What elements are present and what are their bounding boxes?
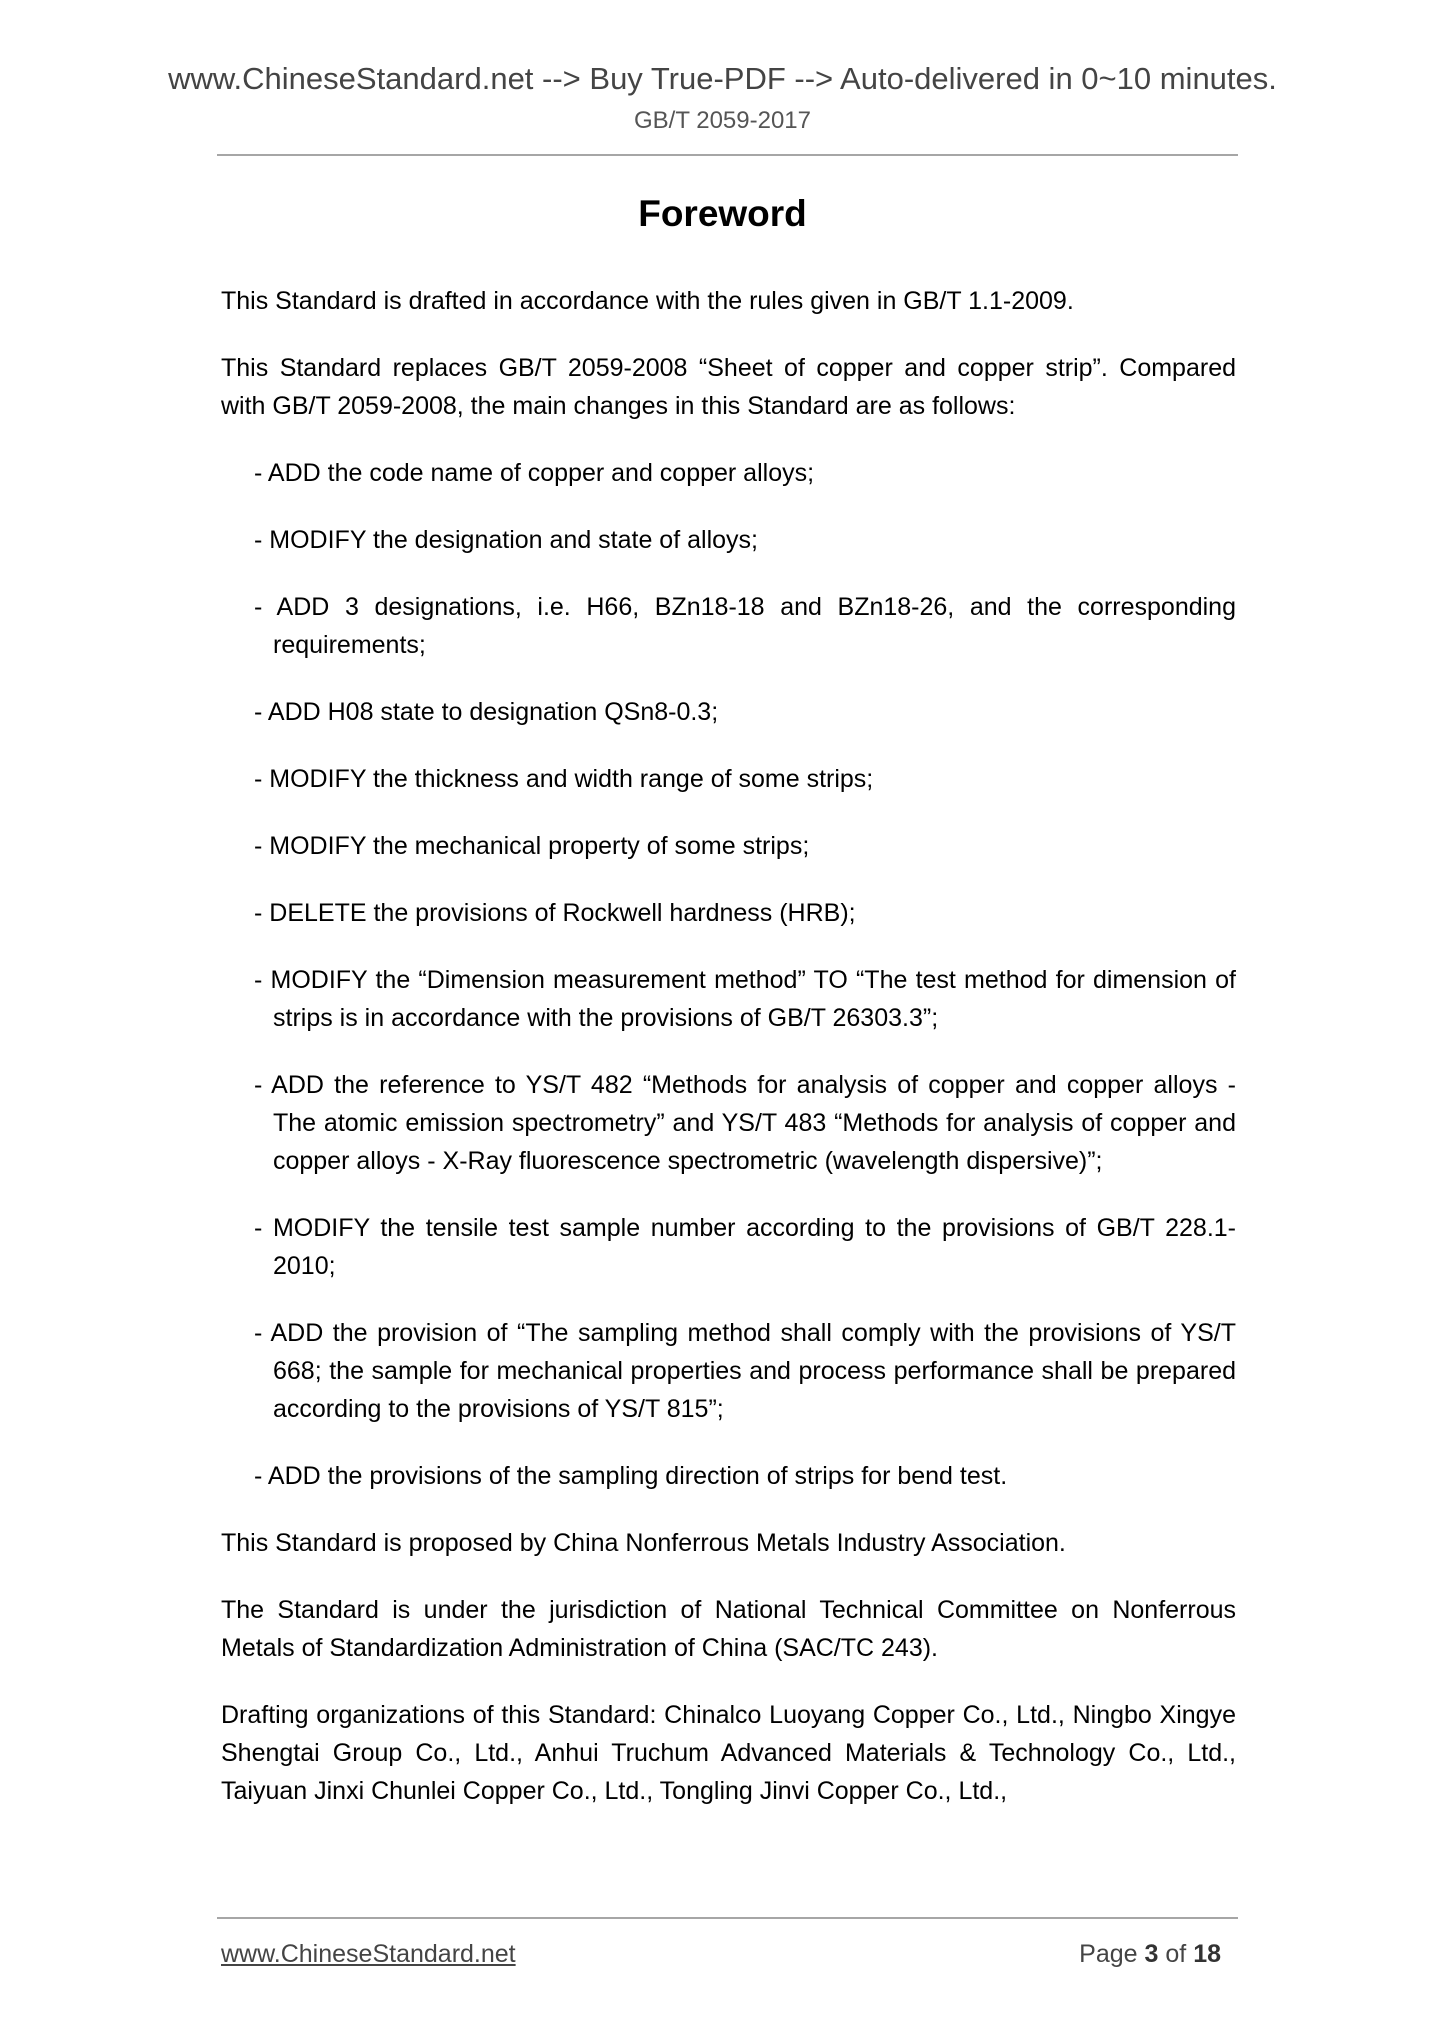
footer-divider (217, 1917, 1238, 1919)
list-item: - ADD the provision of “The sampling method shall comply with the provisions of YS/T 668; the sample for mechanical properties and process performance shall be prepared according to the provisions of YS/T 815”; (254, 1319, 1236, 1423)
list-item: - ADD the reference to YS/T 482 “Methods for analysis of copper and copper alloys - The atomic emission spectrometry” and YS/T 483 “Methods for analysis of copper and copper alloys - X-Ray fluorescence spectrometric (wavelength dispersive)”; (254, 1071, 1236, 1175)
paragraph: This Standard is proposed by China Nonferrous Metals Industry Association. (221, 1529, 1066, 1557)
list-item: - ADD the code name of copper and copper alloys; (254, 459, 815, 487)
paragraph: This Standard replaces GB/T 2059-2008 “Sheet of copper and copper strip”. Compared with GB/T 2059-2008, the main changes in this Standard are as follows: (221, 354, 1236, 420)
paragraph: The Standard is under the jurisdiction of National Technical Committee on Nonferrous Metals of Standardization Administration of China (SAC/TC 243). (221, 1596, 1236, 1662)
list-item: - MODIFY the thickness and width range of some strips; (254, 765, 874, 793)
page-current: 3 (1144, 1940, 1159, 1968)
header-divider (217, 154, 1238, 156)
page-total: 18 (1193, 1940, 1221, 1968)
page-prefix: Page (1079, 1940, 1138, 1968)
site-banner: www.ChineseStandard.net --> Buy True-PDF --> Auto-delivered in 0~10 minutes. (168, 61, 1277, 96)
list-item: - ADD the provisions of the sampling direction of strips for bend test. (254, 1462, 1008, 1490)
list-item: - ADD 3 designations, i.e. H66, BZn18-18 and BZn18-26, and the corresponding requirements; (254, 593, 1236, 659)
list-item: - MODIFY the designation and state of alloys; (254, 526, 758, 554)
list-item: - ADD H08 state to designation QSn8-0.3; (254, 698, 719, 726)
page-title: Foreword (638, 193, 807, 234)
standard-code: GB/T 2059-2017 (633, 107, 811, 134)
document-body (221, 282, 1236, 1839)
paragraph: Drafting organizations of this Standard: Chinalco Luoyang Copper Co., Ltd., Ningbo Xingye Shengtai Group Co., Ltd., Anhui Truchum Advanced Materials & Technology Co., Ltd., Taiyuan Jinxi Chunlei Copper Co., Ltd., Tongling Jinvi Copper Co., Ltd., (221, 1701, 1236, 1805)
paragraph: This Standard is drafted in accordance with the rules given in GB/T 1.1-2009. (221, 287, 1074, 315)
page-of: of (1165, 1940, 1187, 1968)
list-item: - DELETE the provisions of Rockwell hardness (HRB); (254, 899, 856, 927)
list-item: - MODIFY the “Dimension measurement method” TO “The test method for dimension of strips is in accordance with the provisions of GB/T 26303.3”; (254, 966, 1236, 1032)
page-indicator (1079, 1938, 1221, 1970)
list-item: - MODIFY the mechanical property of some strips; (254, 832, 810, 860)
footer-site-link[interactable]: www.ChineseStandard.net (221, 1940, 516, 1968)
list-item: - MODIFY the tensile test sample number according to the provisions of GB/T 228.1-2010; (254, 1214, 1236, 1280)
